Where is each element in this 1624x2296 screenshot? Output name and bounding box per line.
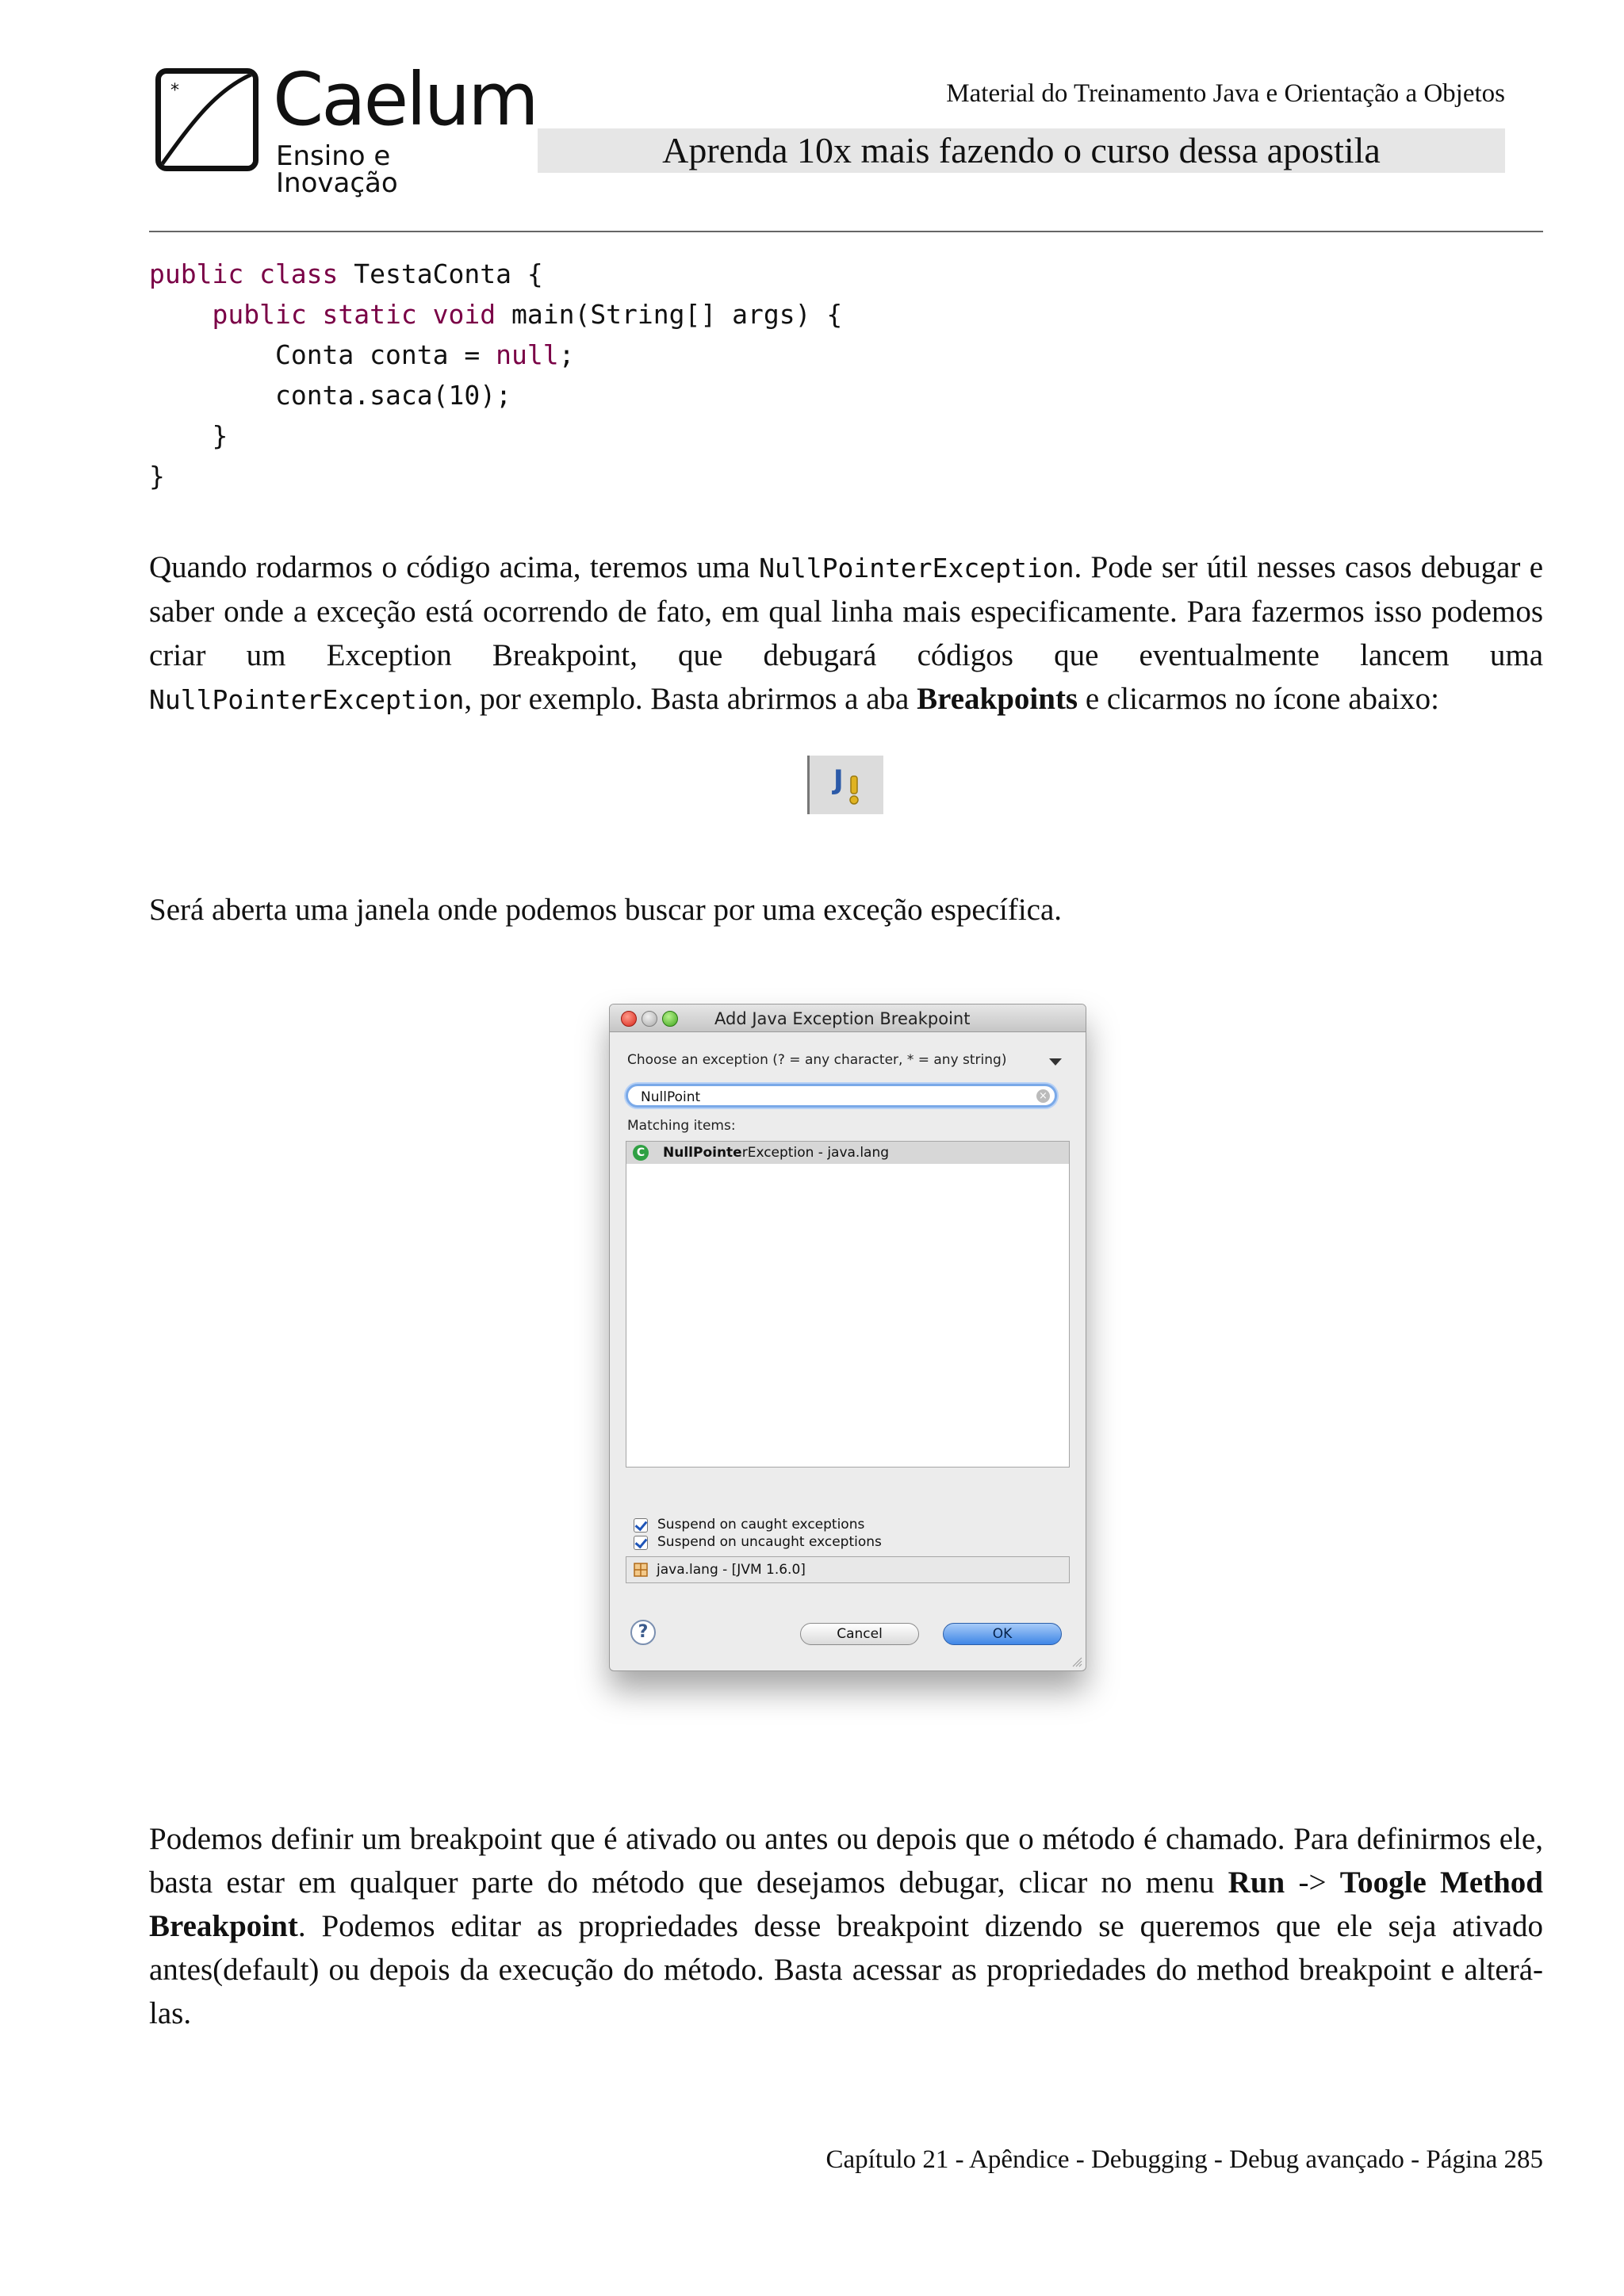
code-line: } xyxy=(212,420,228,451)
caelum-logo xyxy=(155,57,537,199)
list-item[interactable] xyxy=(626,1142,1069,1164)
svg-text:J: J xyxy=(833,764,844,796)
class-icon: C xyxy=(633,1145,649,1161)
logo-name: Caelum xyxy=(273,57,537,142)
logo-mark-icon xyxy=(155,68,259,171)
list-item-label: NullPointerException - java.lang xyxy=(663,1145,890,1161)
matching-items-list[interactable] xyxy=(626,1141,1070,1468)
svg-text:*: * xyxy=(170,81,179,101)
exception-search-input[interactable] xyxy=(626,1084,1057,1108)
code-line: public static void main(String[] args) { xyxy=(212,299,843,330)
code-line: Conta conta = null; xyxy=(274,339,575,370)
zoom-window-button[interactable] xyxy=(662,1011,678,1027)
matching-items-label: Matching items: xyxy=(627,1118,736,1134)
paragraph-method-breakpoint: Podemos definir um breakpoint que é ativado ou antes ou depois que o método é chamado. Para definirmos ele, basta estar em qualquer parte do método que desejamos debugar, clicar no menu Run -> Toogle Method Breakpoint. Podemos editar as propriedades desse breakpoint dizendo se queremos que ele seja ativado antes(default) ou depois da execução do método. Basta acessar as propriedades do method breakpoint e alterá-las. xyxy=(149,1822,1543,2030)
cancel-button[interactable]: Cancel xyxy=(800,1623,919,1645)
course-title: Material do Treinamento Java e Orientação a Objetos xyxy=(946,79,1505,108)
code-line: public class TestaConta { xyxy=(149,258,543,289)
clear-search-icon[interactable]: × xyxy=(1036,1089,1050,1103)
suspend-uncaught-label: Suspend on uncaught exceptions xyxy=(657,1534,882,1550)
code-line: conta.saca(10); xyxy=(274,380,511,411)
dialog-titlebar[interactable] xyxy=(610,1004,1086,1032)
code-line: } xyxy=(149,461,165,492)
promo-banner: Aprenda 10x mais fazendo o curso dessa apostila xyxy=(538,128,1505,173)
package-info-field xyxy=(626,1556,1070,1583)
suspend-caught-checkbox[interactable] xyxy=(634,1518,648,1533)
help-icon[interactable]: ? xyxy=(630,1620,656,1645)
package-text: java.lang - [JVM 1.6.0] xyxy=(657,1562,806,1578)
logo-tagline: Ensino e Inovação xyxy=(276,140,398,199)
page-footer: Capítulo 21 - Apêndice - Debugging - Debug avançado - Página 285 xyxy=(825,2145,1543,2174)
suspend-uncaught-checkbox[interactable] xyxy=(634,1536,648,1550)
java-exception-breakpoint-icon[interactable] xyxy=(807,756,883,814)
search-value: NullPoint xyxy=(641,1089,701,1105)
ok-button[interactable]: OK xyxy=(943,1623,1062,1645)
chevron-down-icon[interactable] xyxy=(1049,1058,1062,1066)
code-listing xyxy=(149,254,842,496)
choose-exception-label: Choose an exception (? = any character, * = any string) xyxy=(627,1052,1007,1068)
package-icon xyxy=(633,1562,649,1578)
close-window-button[interactable] xyxy=(621,1011,637,1027)
paragraph-exception-intro: Quando rodarmos o código acima, teremos uma NullPointerException. Pode ser útil nesses casos debugar e saber onde a exceção está ocorrendo de fato, em qual linha mais especificamente. Para fazermos isso podemos criar um Exception Breakpoint, que debugará códigos que eventualmente lancem uma NullPointerException, por exemplo. Basta abrirmos a aba Breakpoints e clicarmos no ícone abaixo: xyxy=(149,550,1544,716)
add-java-exception-breakpoint-dialog xyxy=(609,1004,1086,1671)
resize-grip-icon[interactable] xyxy=(1071,1656,1082,1667)
minimize-window-button[interactable] xyxy=(642,1011,657,1027)
dialog-title: Add Java Exception Breakpoint xyxy=(714,1009,971,1028)
header-divider xyxy=(149,231,1543,232)
paragraph-window-intro: Será aberta uma janela onde podemos buscar por uma exceção específica. xyxy=(149,893,1063,927)
suspend-caught-label: Suspend on caught exceptions xyxy=(657,1517,865,1533)
